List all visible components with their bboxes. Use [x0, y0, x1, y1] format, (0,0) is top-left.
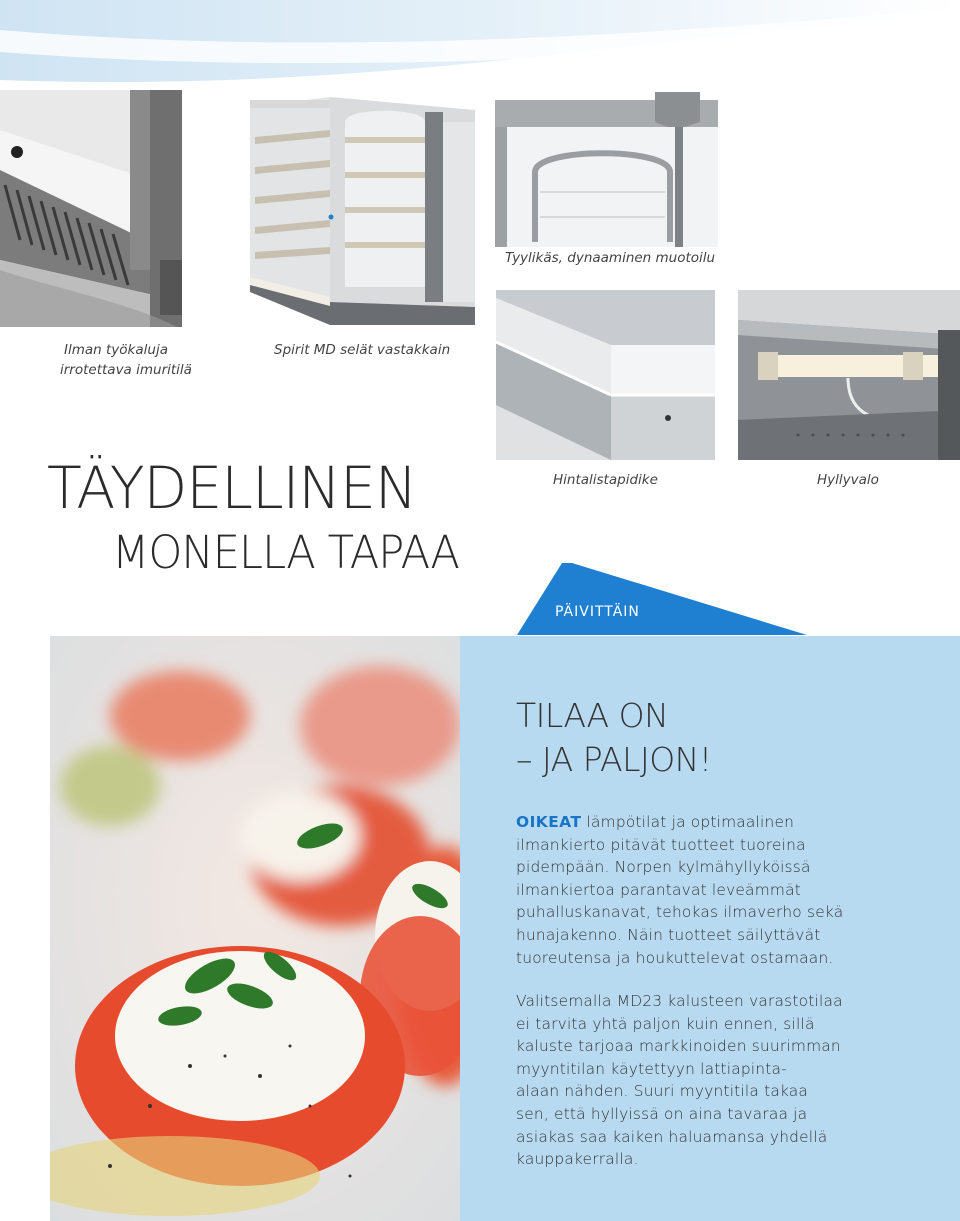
paragraph-line: myyntitilan käytettyyn lattiapinta-	[516, 1059, 787, 1078]
panel-title-line-1: TILAA ON	[516, 696, 669, 735]
section-tab	[517, 563, 807, 637]
shelf-light-photo	[738, 290, 960, 460]
paragraph-line: tuoreutensa ja houkuttelevat ostamaan.	[516, 948, 834, 967]
caption-line: irrotettava imuritilä	[60, 362, 192, 378]
paragraph-line: hunajakenno. Näin tuotteet säilyttävät	[516, 925, 821, 944]
panel-title	[516, 694, 712, 782]
paragraph-line: sen, että hyllyissä on aina tavaraa ja	[516, 1104, 808, 1123]
caption-back-to-back: Spirit MD selät vastakkain	[274, 342, 451, 358]
paragraph-1	[516, 811, 946, 969]
caption-design: Tyylikäs, dynaaminen muotoilu	[505, 250, 716, 266]
headline-line-2: MONELLA TAPAA	[112, 526, 460, 579]
panel-title-line-2: – JA PALJON!	[516, 740, 712, 779]
paragraph-line: kaluste tarjoaa markkinoiden suurimman	[516, 1037, 841, 1056]
caption-price-holder: Hintalistapidike	[553, 472, 658, 488]
caption-shelf-light: Hyllyvalo	[817, 472, 879, 488]
paragraph-line: ei tarvita yhtä paljon kuin ennen, sillä	[516, 1014, 815, 1033]
paragraph-line: puhalluskanavat, tehokas ilmaverho sekä	[516, 903, 844, 922]
canopy-photo	[495, 92, 718, 247]
tray-photo	[0, 90, 182, 327]
paragraph-line: ilmankiertoa parantavat leveämmät	[516, 880, 801, 899]
paragraph-2	[516, 990, 946, 1171]
paragraph-line: Valitsemalla MD23 kalusteen varastotilaa	[516, 992, 843, 1010]
paragraph-line: alaan nähden. Suuri myyntitila takaa	[516, 1082, 809, 1101]
paragraph-line	[516, 811, 946, 834]
caprese-photo	[50, 636, 462, 1221]
paragraph-line: asiakas saa kaiken haluamansa yhdellä	[516, 1127, 828, 1146]
price-rail-photo	[496, 290, 715, 460]
caption-tools-free	[60, 340, 192, 380]
caption-line: Ilman työkaluja	[64, 342, 168, 358]
cabinet-photo	[245, 92, 475, 325]
keyword: OIKEAT	[516, 813, 582, 831]
section-tab-label: PÄIVITTÄIN	[555, 604, 640, 620]
paragraph-line: ilmankierto pitävät tuotteet tuoreina	[516, 835, 806, 854]
paragraph-line: kauppakerralla.	[516, 1150, 639, 1169]
headline-line-1: TÄYDELLINEN	[47, 454, 417, 522]
paragraph-line: pidempään. Norpen kylmähyllyköissä	[516, 858, 811, 877]
paragraph-text: lämpötilat ja optimaalinen	[581, 813, 795, 831]
